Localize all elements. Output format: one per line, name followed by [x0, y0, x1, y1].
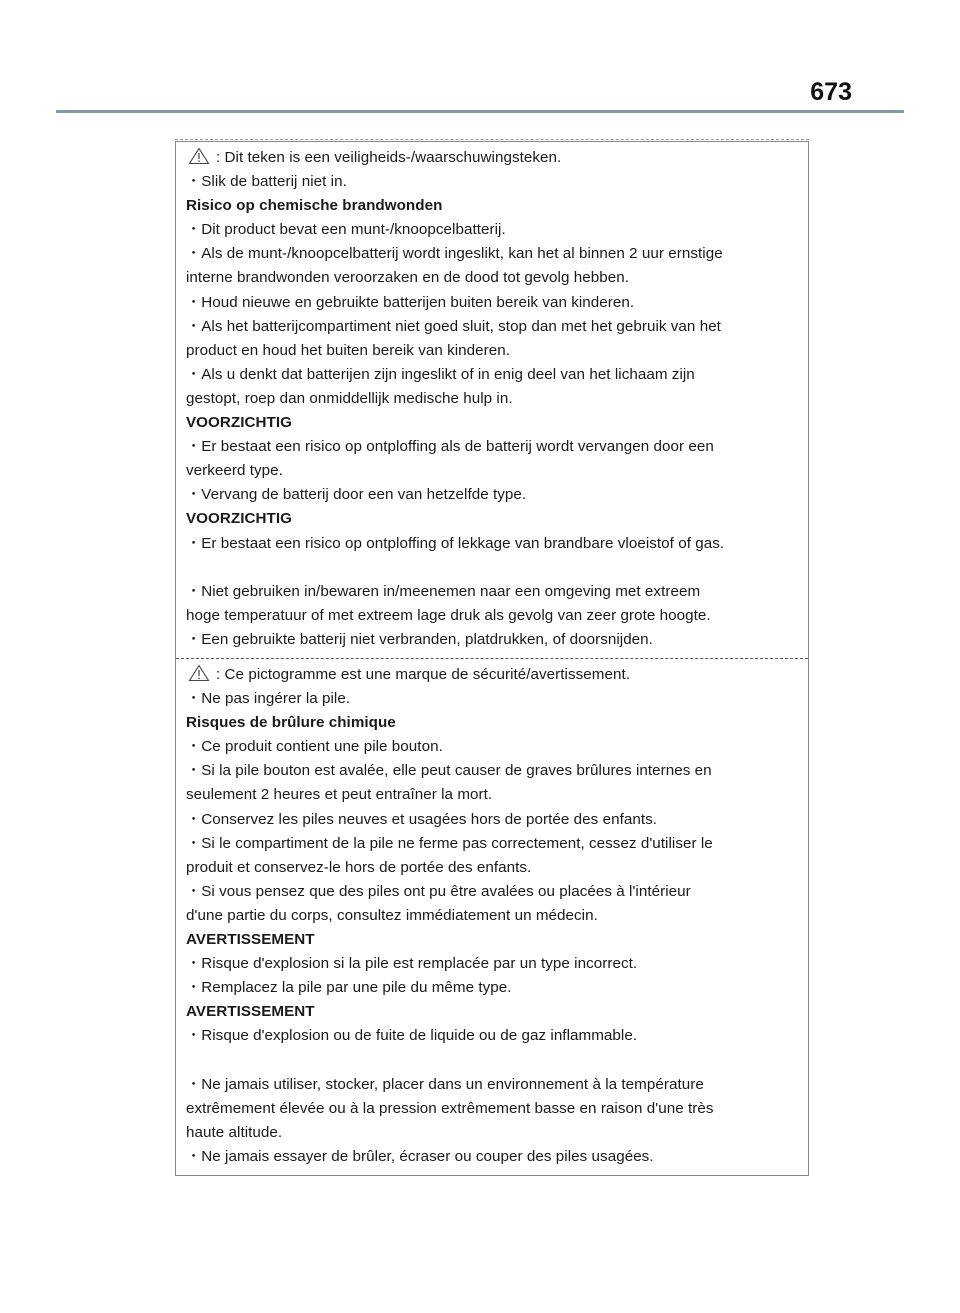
line-text: hoge temperatuur of met extreem lage druk als gevolg van zeer grote hoogte. [186, 606, 711, 624]
text-line [186, 291, 800, 315]
line-text: ・Risque d'explosion ou de fuite de liquide ou de gaz inflammable. [186, 1027, 638, 1045]
warning-intro-line [186, 146, 800, 170]
line-text: verkeerd type. [186, 462, 283, 480]
text-line [186, 387, 800, 411]
line-text: ・Remplacez la pile par une pile du même type. [186, 979, 512, 997]
text-line [186, 808, 800, 832]
text-line [186, 904, 800, 928]
line-text: AVERTISSEMENT [186, 931, 315, 948]
line-text: seulement 2 heures et peut entraîner la mort. [186, 786, 493, 804]
line-text: produit et conservez-le hors de portée des enfants. [186, 858, 532, 876]
text-line [186, 483, 800, 507]
line-text: ・Houd nieuwe en gebruikte batterijen buiten bereik van kinderen. [186, 293, 635, 311]
text-line [186, 242, 800, 266]
notice-panel-dutch [176, 142, 808, 658]
line-text: ・Risque d'explosion si la pile est remplacée par un type incorrect. [186, 955, 638, 973]
text-line [186, 580, 800, 604]
text-line [186, 170, 800, 194]
text-line [186, 880, 800, 904]
section-heading [186, 194, 800, 218]
line-text: : Ce pictogramme est une marque de sécurité/avertissement. [216, 665, 630, 683]
warning-intro-line [186, 663, 800, 687]
text-line [186, 759, 800, 783]
text-line [186, 1024, 800, 1048]
line-text: ・Als de munt-/knoopcelbatterij wordt ingeslikt, kan het al binnen 2 uur ernstige [186, 245, 723, 263]
line-text: ・Ne pas ingérer la pile. [186, 690, 351, 708]
line-text: ・Niet gebruiken in/bewaren in/meenemen naar een omgeving met extreem [186, 582, 701, 600]
safety-notice-box [175, 141, 809, 1176]
line-text: ・Si le compartiment de la pile ne ferme pas correctement, cessez d'utiliser le [186, 834, 713, 852]
text-line [186, 1145, 800, 1169]
text-line [186, 687, 800, 711]
line-text: ・Ce produit contient une pile bouton. [186, 738, 443, 756]
line-text: Risico op chemische brandwonden [186, 197, 443, 215]
line-text: ・Ne jamais utiliser, stocker, placer dans un environnement à la température [186, 1075, 704, 1093]
text-line [186, 783, 800, 807]
page-number: 673 [810, 78, 852, 106]
section-heading [186, 411, 800, 435]
text-line [186, 735, 800, 759]
line-text: extrêmement élevée ou à la pression extrêmement basse en raison d'une très [186, 1099, 714, 1117]
line-text: ・Als het batterijcompartiment niet goed sluit, stop dan met het gebruik van het [186, 317, 721, 335]
text-line [186, 628, 800, 652]
line-text: gestopt, roep dan onmiddellijk medische hulp in. [186, 389, 513, 407]
line-text: ・Conservez les piles neuves et usagées hors de portée des enfants. [186, 810, 658, 828]
text-line [186, 339, 800, 363]
text-line [186, 976, 800, 1000]
notice-top-border [175, 139, 809, 140]
text-line [186, 532, 800, 556]
warning-triangle-icon [188, 664, 210, 682]
text-line [186, 435, 800, 459]
line-text: VOORZICHTIG [186, 510, 293, 528]
blank-line [186, 556, 800, 580]
warning-triangle-icon [188, 147, 210, 165]
line-text: haute altitude. [186, 1123, 283, 1141]
text-line [186, 604, 800, 628]
line-text: ・Een gebruikte batterij niet verbranden, platdrukken, of doorsnijden. [186, 630, 653, 648]
text-line [186, 266, 800, 290]
header-rule [56, 110, 904, 113]
line-text: : Dit teken is een veiligheids-/waarschuwingsteken. [216, 149, 562, 166]
text-line [186, 363, 800, 387]
line-text: ・Ne jamais essayer de brûler, écraser ou couper des piles usagées. [186, 1147, 654, 1165]
text-line [186, 1073, 800, 1097]
line-text: AVERTISSEMENT [186, 1003, 315, 1021]
text-line [186, 1097, 800, 1121]
section-heading [186, 507, 800, 531]
text-line [186, 856, 800, 880]
text-line [186, 218, 800, 242]
line-text: VOORZICHTIG [186, 414, 293, 432]
notice-panel-french [176, 658, 808, 1175]
line-text: ・Si la pile bouton est avalée, elle peut causer de graves brûlures internes en [186, 762, 712, 780]
line-text: product en houd het buiten bereik van kinderen. [186, 341, 511, 359]
line-text: ・Dit product bevat een munt-/knoopcelbatterij. [186, 221, 506, 239]
line-text: ・Als u denkt dat batterijen zijn ingeslikt of in enig deel van het lichaam zijn [186, 365, 695, 383]
line-text: ・Er bestaat een risico op ontploffing of lekkage van brandbare vloeistof of gas. [186, 534, 725, 552]
text-line [186, 459, 800, 483]
line-text: interne brandwonden veroorzaken en de dood tot gevolg hebben. [186, 269, 629, 287]
blank-line [186, 1048, 800, 1072]
line-text: ・Vervang de batterij door een van hetzelfde type. [186, 486, 527, 504]
line-text: d'une partie du corps, consultez immédiatement un médecin. [186, 906, 598, 924]
line-text: ・Slik de batterij niet in. [186, 173, 347, 191]
line-text: Risques de brûlure chimique [186, 714, 396, 732]
section-heading [186, 711, 800, 735]
line-text: ・Er bestaat een risico op ontploffing als de batterij wordt vervangen door een [186, 438, 714, 456]
text-line [186, 315, 800, 339]
section-heading [186, 1000, 800, 1024]
line-text: ・Si vous pensez que des piles ont pu être avalées ou placées à l'intérieur [186, 882, 691, 900]
text-line [186, 832, 800, 856]
section-heading [186, 928, 800, 952]
text-line [186, 952, 800, 976]
text-line [186, 1121, 800, 1145]
